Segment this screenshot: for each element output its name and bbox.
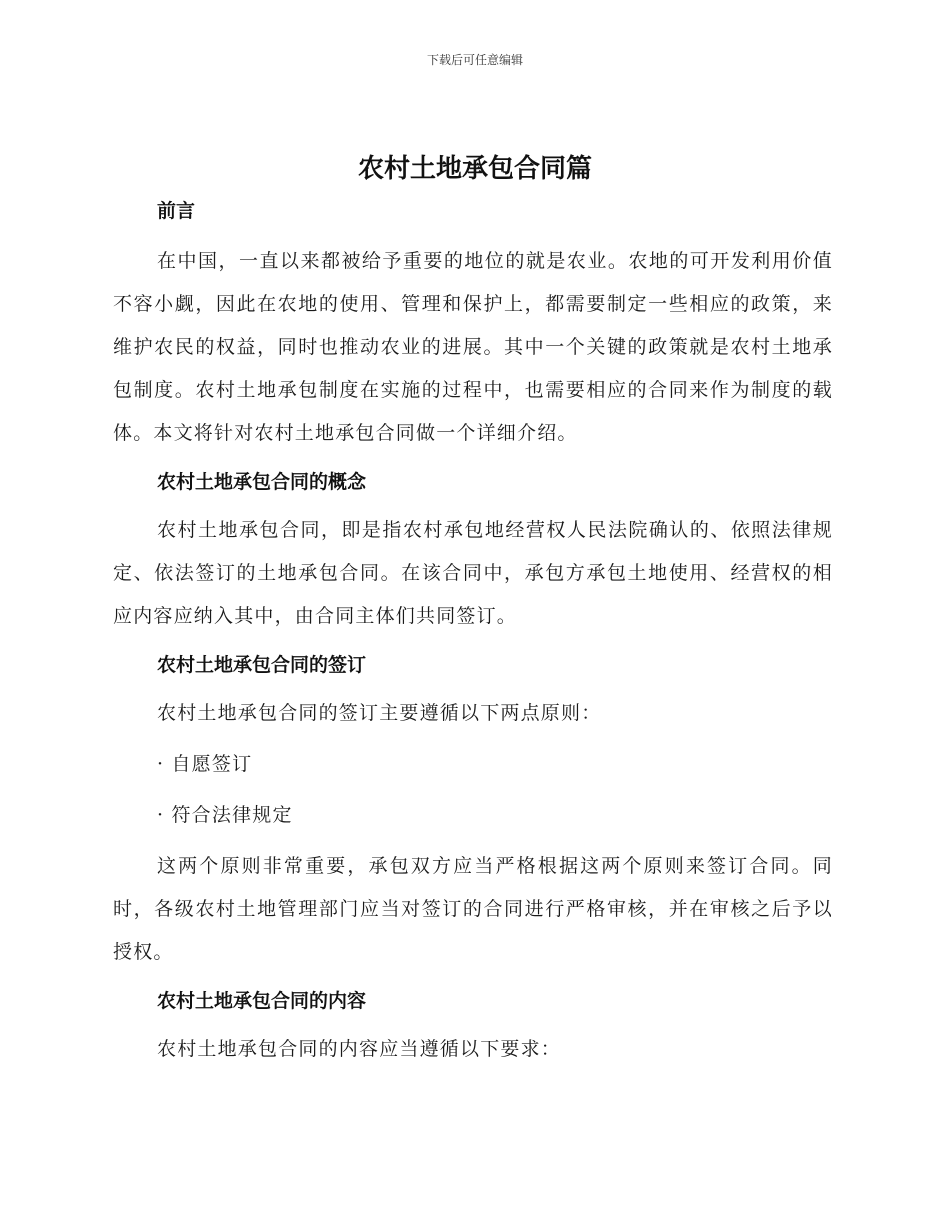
section-content [113, 982, 833, 1071]
paragraph: 这两个原则非常重要，承包双方应当严格根据这两个原则来签订合同。同时，各级农村土地管理部门应当对签订的合同进行严格审核，并在审核之后予以授权。 [113, 855, 833, 963]
paragraph: 农村土地承包合同，即是指农村承包地经营权人民法院确认的、依照法律规定、依法签订的土地承包合同。在该合同中，承包方承包土地使用、经营权的相应内容应纳入其中，由合同主体们共同签订。 [113, 519, 833, 627]
section-heading: 农村土地承包合同的签订 [157, 654, 367, 676]
bullet-item: · 符合法律规定 [157, 804, 293, 826]
paragraph-intro: 农村土地承包合同的签订主要遵循以下两点原则： [157, 702, 602, 724]
page-header-note: 下载后可任意编辑 [426, 53, 523, 67]
document-body [113, 192, 833, 1071]
paragraph-intro: 农村土地承包合同的内容应当遵循以下要求： [157, 1038, 562, 1060]
section-heading: 农村土地承包合同的内容 [157, 990, 367, 1012]
section-heading: 农村土地承包合同的概念 [157, 471, 367, 493]
section-preface [113, 192, 833, 455]
document-title: 农村土地承包合同篇 [357, 154, 592, 184]
section-concept [113, 463, 833, 638]
bullet-item: · 自愿签订 [157, 753, 253, 775]
section-heading: 前言 [157, 200, 196, 222]
section-signing [113, 646, 833, 974]
paragraph: 在中国，一直以来都被给予重要的地位的就是农业。农地的可开发利用价值不容小觑，因此在农地的使用、管理和保护上，都需要制定一些相应的政策，来维护农民的权益，同时也推动农业的进展。其中一个关键的政策就是农村土地承包制度。农村土地承包制度在实施的过程中，也需要相应的合同来作为制度的载体。本文将针对农村土地承包合同做一个详细介绍。 [113, 250, 833, 444]
